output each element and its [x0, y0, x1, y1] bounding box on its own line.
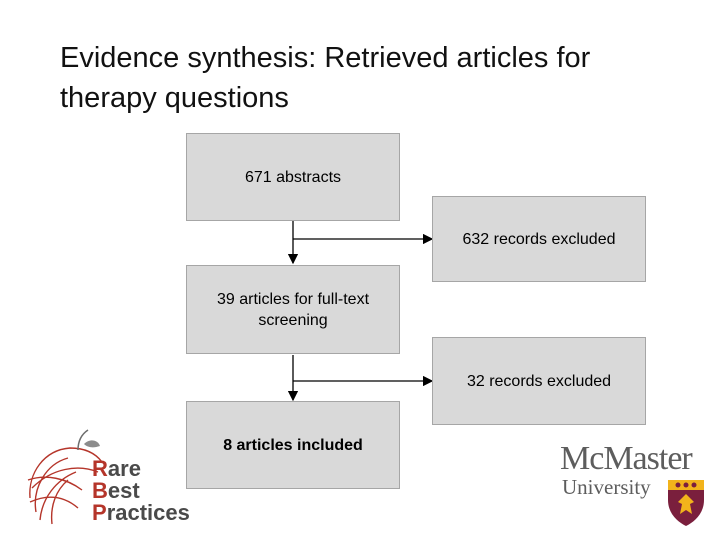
- flow-box-included: [186, 401, 400, 489]
- title-line-1: Evidence synthesis: Retrieved articles for: [60, 42, 591, 74]
- flow-box-included-label: 8 articles included: [223, 436, 363, 454]
- mcmaster-university-logo: [560, 442, 710, 530]
- rare-best-practices-logo: [22, 428, 197, 528]
- flow-box-abstracts: [186, 133, 400, 221]
- flow-box-abstracts-label: 671 abstracts: [244, 168, 342, 186]
- flow-box-excluded-2: [432, 337, 646, 425]
- flow-box-fulltext: [186, 265, 400, 354]
- mcmaster-crest-icon: [664, 476, 708, 528]
- title-line-2: therapy questions: [60, 82, 289, 114]
- mcmaster-wordmark: McMaster: [560, 440, 692, 477]
- flow-box-fulltext-label: 39 articles for full-text screening: [216, 290, 370, 329]
- university-wordmark: University: [562, 475, 651, 499]
- flow-box-excluded-1: [432, 196, 646, 282]
- rare-best-practices-wordmark: Rare Best Practices: [92, 456, 190, 525]
- flow-box-excluded-2-label: 32 records excluded: [466, 372, 612, 390]
- flow-box-excluded-1-label: 632 records excluded: [462, 230, 616, 248]
